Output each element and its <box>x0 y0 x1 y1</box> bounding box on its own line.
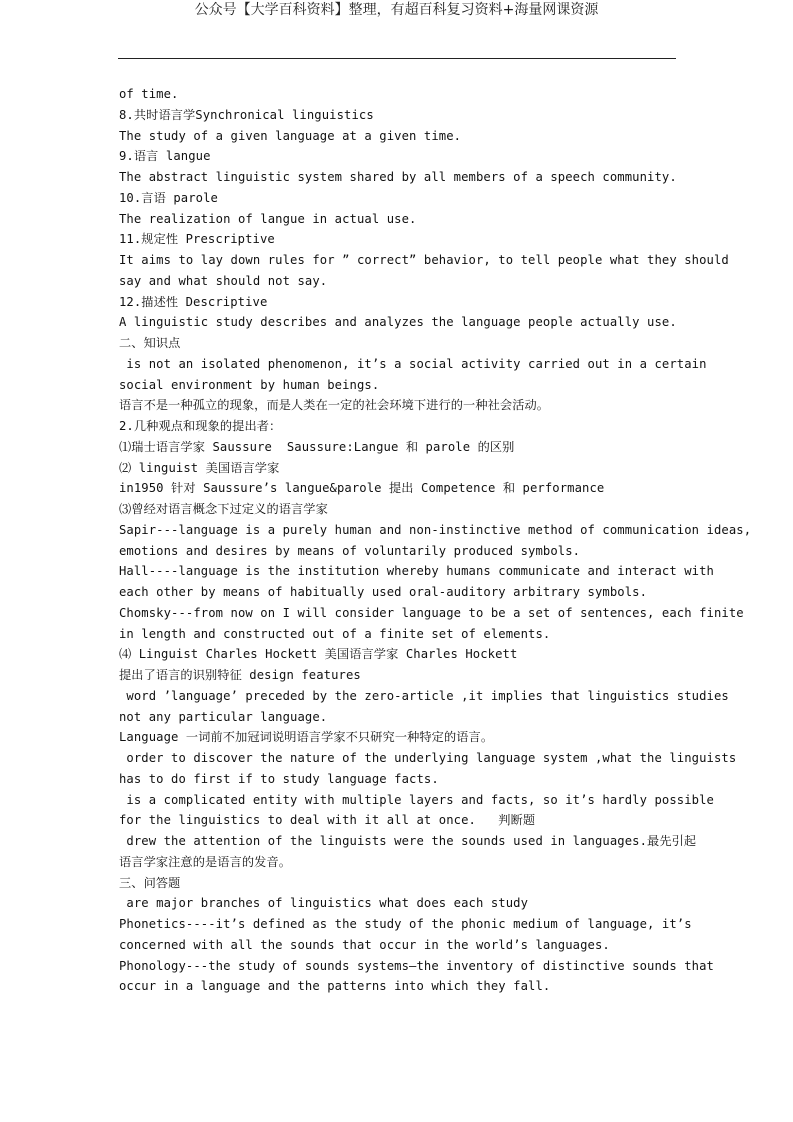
text-line: Language 一词前不加冠词说明语言学家不只研究一种特定的语言。 <box>119 730 494 745</box>
text-line: is a complicated entity with multiple layers and facts, so it’s hardly possible <box>119 792 714 807</box>
page-header: 公众号【大学百科资料】整理，有超百科复习资料+海量网课资源 <box>194 2 599 18</box>
text-line: each other by means of habitually used oral-auditory arbitrary symbols. <box>119 585 648 599</box>
section-heading: 三、问答题 <box>119 875 181 890</box>
text-line: 9.语言 langue <box>119 149 211 164</box>
text-line: ⑵ linguist 美国语言学家 <box>119 460 280 475</box>
text-line: for the linguistics to deal with it all at once. 判断题 <box>119 813 536 828</box>
text-line: The abstract linguistic system shared by all members of a speech community. <box>119 170 677 184</box>
text-line: The study of a given language at a given time. <box>119 128 462 143</box>
text-line: drew the attention of the linguists were the sounds used in languages.最先引起 <box>119 834 697 848</box>
text-line: The realization of langue in actual use. <box>119 211 417 226</box>
text-line: 提出了语言的识别特征 design features <box>119 668 361 682</box>
text-line: 11.规定性 Prescriptive <box>119 232 275 247</box>
text-line: 语言不是一种孤立的现象，而是人类在一定的社会环境下进行的一种社会活动。 <box>119 398 550 413</box>
text-line: occur in a language and the patterns into which they fall. <box>119 979 551 994</box>
text-line: 2.几种观点和现象的提出者： <box>119 419 282 433</box>
text-line: 8.共时语言学Synchronical linguistics <box>119 107 374 122</box>
text-line: Chomsky---from now on I will consider language to be a set of sentences, each finite <box>119 605 744 620</box>
text-line: Sapir---language is a purely human and non-instinctive method of communication ideas, <box>119 522 752 537</box>
section-heading: 二、知识点 <box>119 336 181 350</box>
text-line: ⑶曾经对语言概念下过定义的语言学家 <box>119 502 328 516</box>
document-body <box>119 84 752 997</box>
text-line: say and what should not say. <box>119 273 328 288</box>
text-line: A linguistic study describes and analyzes the language people actually use. <box>119 315 677 330</box>
text-line: concerned with all the sounds that occur in the world’s languages. <box>119 937 610 952</box>
text-line: has to do first if to study language facts. <box>119 771 439 786</box>
text-line: 语言学家注意的是语言的发音。 <box>119 854 292 869</box>
text-line: are major branches of linguistics what does each study <box>119 896 529 911</box>
text-line: Phonetics----it’s defined as the study of the phonic medium of language, it’s <box>119 917 692 931</box>
header-divider <box>118 58 676 59</box>
text-line: of time. <box>119 87 179 101</box>
text-line: Phonology---the study of sounds systems—the inventory of distinctive sounds that <box>119 958 714 973</box>
text-line: It aims to lay down rules for ” correct” behavior, to tell people what they should <box>119 253 729 267</box>
text-line: 10.言语 parole <box>119 190 218 205</box>
text-line: word ’language’ preceded by the zero-article ,it implies that linguistics studies <box>119 688 729 703</box>
text-line: ⑴瑞士语言学家 Saussure Saussure:Langue 和 parole 的区别 <box>119 439 515 454</box>
text-line: social environment by human beings. <box>119 377 380 392</box>
text-line: not any particular language. <box>119 709 328 724</box>
text-line: 12.描述性 Descriptive <box>119 294 268 309</box>
text-line: is not an isolated phenomenon, it’s a social activity carried out in a certain <box>119 356 707 371</box>
text-line: order to discover the nature of the underlying language system ,what the linguists <box>119 751 737 765</box>
text-line: ⑷ Linguist Charles Hockett 美国语言学家 Charles Hockett <box>119 647 518 662</box>
text-line: in1950 针对 Saussure’s langue&parole 提出 Competence 和 performance <box>119 481 605 496</box>
text-line: emotions and desires by means of voluntarily produced symbols. <box>119 543 581 558</box>
text-line: in length and constructed out of a finite set of elements. <box>119 626 551 641</box>
text-line: Hall----language is the institution whereby humans communicate and interact with <box>119 564 714 579</box>
